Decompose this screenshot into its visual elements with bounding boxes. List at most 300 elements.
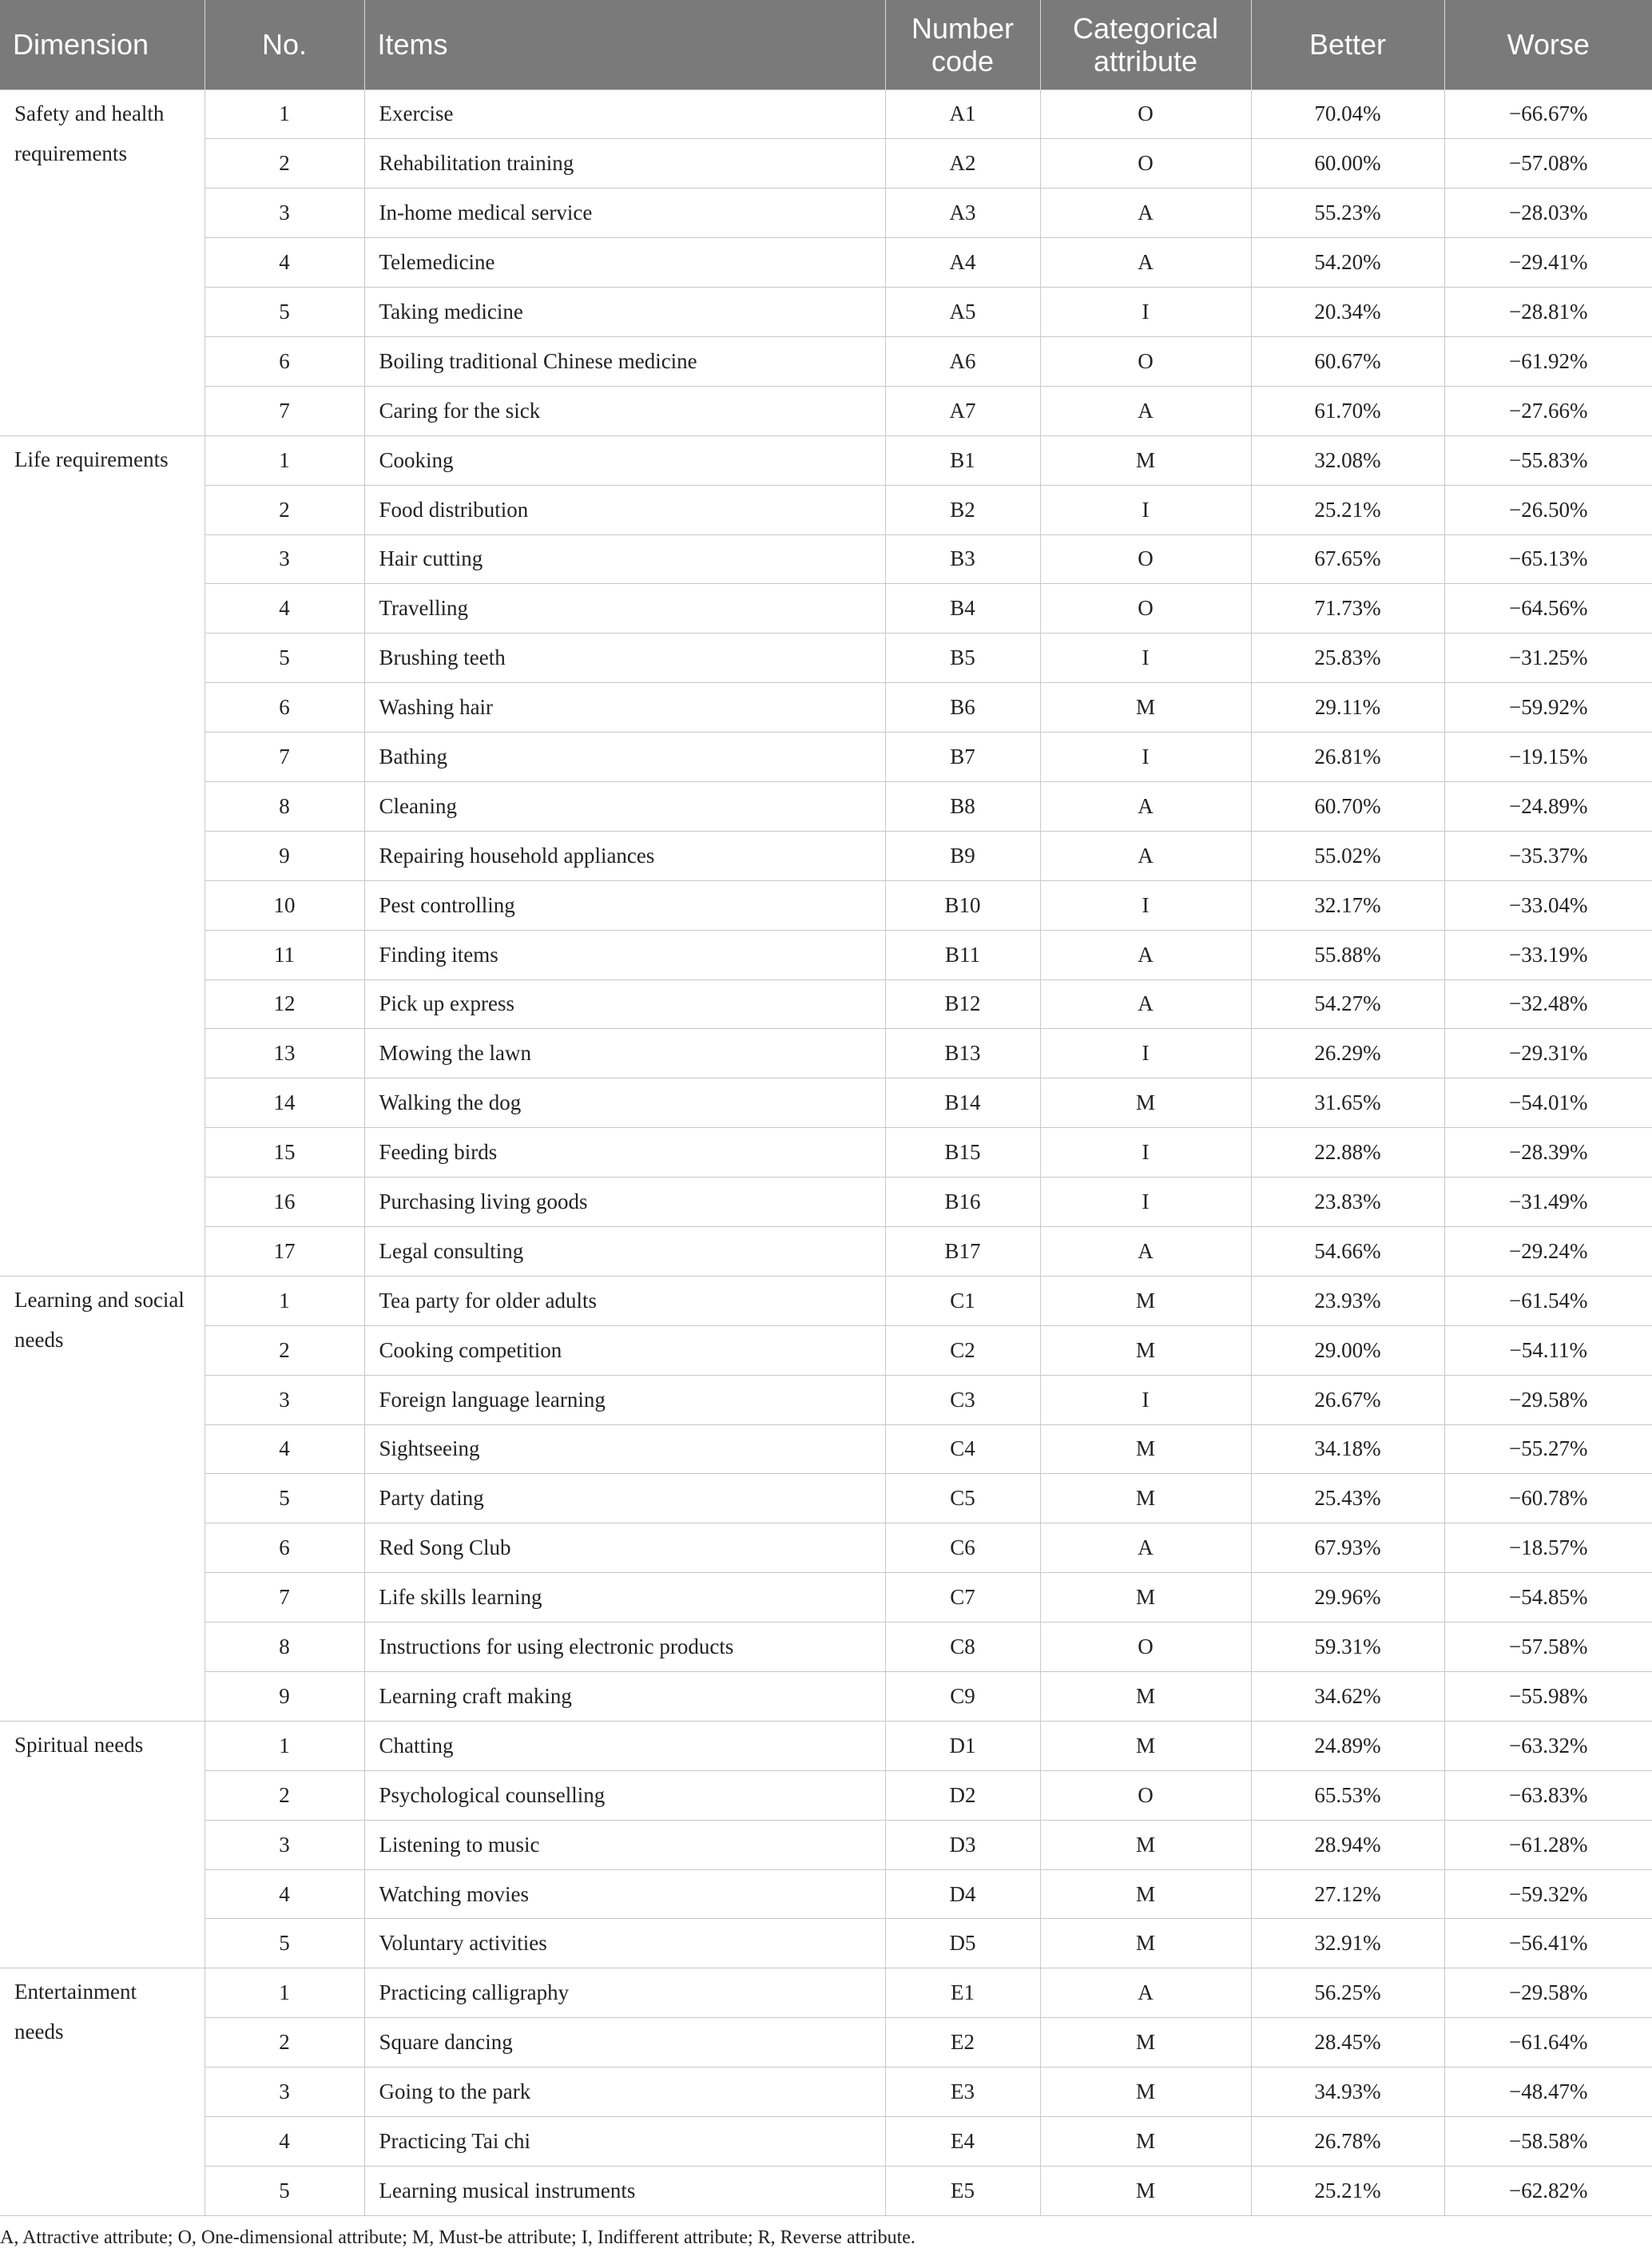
cell-item: Pick up express <box>364 979 885 1029</box>
cell-better: 25.43% <box>1251 1474 1444 1523</box>
cell-better: 61.70% <box>1251 386 1444 435</box>
cell-worse: −35.37% <box>1444 831 1652 880</box>
table-row <box>0 89 1652 139</box>
cell-no: 3 <box>205 2067 364 2117</box>
cell-worse: −28.81% <box>1444 288 1652 337</box>
cell-item: Cooking <box>364 435 885 485</box>
cell-categorical-attribute: A <box>1040 781 1251 831</box>
cell-no: 3 <box>205 534 364 584</box>
cell-number-code: B4 <box>885 584 1040 634</box>
cell-worse: −19.15% <box>1444 733 1652 782</box>
cell-item: Food distribution <box>364 485 885 534</box>
cell-categorical-attribute: O <box>1040 1770 1251 1820</box>
cell-categorical-attribute: I <box>1040 1178 1251 1227</box>
cell-better: 67.93% <box>1251 1523 1444 1573</box>
cell-number-code: B6 <box>885 683 1040 733</box>
cell-number-code: A5 <box>885 288 1040 337</box>
table-row <box>0 238 1652 288</box>
cell-no: 11 <box>205 930 364 979</box>
cell-item: Red Song Club <box>364 1523 885 1573</box>
cell-item: Listening to music <box>364 1820 885 1869</box>
cell-no: 2 <box>205 139 364 189</box>
cell-dimension: Learning and social needs <box>0 1276 205 1721</box>
header-categorical-attribute: Categorical attribute <box>1040 0 1251 89</box>
cell-item: Psychological counselling <box>364 1770 885 1820</box>
table-row <box>0 1919 1652 1968</box>
header-no: No. <box>205 0 364 89</box>
cell-worse: −56.41% <box>1444 1919 1652 1968</box>
cell-categorical-attribute: O <box>1040 89 1251 139</box>
cell-item: Feeding birds <box>364 1128 885 1178</box>
cell-number-code: E4 <box>885 2117 1040 2167</box>
header-row <box>0 0 1652 89</box>
table-row <box>0 534 1652 584</box>
cell-categorical-attribute: A <box>1040 386 1251 435</box>
cell-categorical-attribute: M <box>1040 1919 1251 1968</box>
cell-no: 1 <box>205 1276 364 1325</box>
cell-worse: −31.49% <box>1444 1178 1652 1227</box>
cell-better: 32.17% <box>1251 880 1444 930</box>
table-row <box>0 139 1652 189</box>
cell-worse: −65.13% <box>1444 534 1652 584</box>
cell-better: 54.27% <box>1251 979 1444 1029</box>
cell-worse: −27.66% <box>1444 386 1652 435</box>
cell-worse: −61.28% <box>1444 1820 1652 1869</box>
cell-better: 28.45% <box>1251 2018 1444 2067</box>
cell-worse: −28.39% <box>1444 1128 1652 1178</box>
cell-categorical-attribute: M <box>1040 2067 1251 2117</box>
table-row <box>0 1325 1652 1375</box>
header-number-code: Number code <box>885 0 1040 89</box>
table-row <box>0 2166 1652 2215</box>
cell-categorical-attribute: I <box>1040 880 1251 930</box>
cell-worse: −18.57% <box>1444 1523 1652 1573</box>
cell-item: Mowing the lawn <box>364 1029 885 1078</box>
cell-no: 4 <box>205 1869 364 1919</box>
cell-better: 56.25% <box>1251 1968 1444 2018</box>
cell-number-code: E1 <box>885 1968 1040 2018</box>
table-row <box>0 1226 1652 1276</box>
cell-categorical-attribute: I <box>1040 1029 1251 1078</box>
cell-no: 4 <box>205 584 364 634</box>
cell-item: Cooking competition <box>364 1325 885 1375</box>
table-body <box>0 89 1652 2215</box>
cell-categorical-attribute: M <box>1040 1078 1251 1128</box>
cell-better: 26.81% <box>1251 733 1444 782</box>
cell-item: Rehabilitation training <box>364 139 885 189</box>
cell-number-code: C1 <box>885 1276 1040 1325</box>
cell-item: Pest controlling <box>364 880 885 930</box>
cell-number-code: A2 <box>885 139 1040 189</box>
cell-item: Party dating <box>364 1474 885 1523</box>
header-dimension: Dimension <box>0 0 205 89</box>
cell-categorical-attribute: I <box>1040 485 1251 534</box>
table-row <box>0 1869 1652 1919</box>
cell-categorical-attribute: M <box>1040 1820 1251 1869</box>
cell-better: 54.66% <box>1251 1226 1444 1276</box>
cell-number-code: C6 <box>885 1523 1040 1573</box>
cell-categorical-attribute: I <box>1040 733 1251 782</box>
cell-categorical-attribute: A <box>1040 238 1251 288</box>
cell-item: Purchasing living goods <box>364 1178 885 1227</box>
cell-item: Tea party for older adults <box>364 1276 885 1325</box>
cell-worse: −29.58% <box>1444 1968 1652 2018</box>
cell-worse: −61.64% <box>1444 2018 1652 2067</box>
cell-categorical-attribute: M <box>1040 2117 1251 2167</box>
cell-item: Legal consulting <box>364 1226 885 1276</box>
cell-number-code: B3 <box>885 534 1040 584</box>
cell-worse: −66.67% <box>1444 89 1652 139</box>
cell-item: Boiling traditional Chinese medicine <box>364 336 885 386</box>
cell-number-code: B15 <box>885 1128 1040 1178</box>
cell-better: 22.88% <box>1251 1128 1444 1178</box>
cell-number-code: D1 <box>885 1721 1040 1770</box>
cell-no: 8 <box>205 781 364 831</box>
cell-worse: −33.19% <box>1444 930 1652 979</box>
cell-better: 70.04% <box>1251 89 1444 139</box>
table-row <box>0 1820 1652 1869</box>
table-row <box>0 979 1652 1029</box>
cell-no: 2 <box>205 2018 364 2067</box>
table-row <box>0 2018 1652 2067</box>
cell-categorical-attribute: A <box>1040 189 1251 238</box>
cell-better: 20.34% <box>1251 288 1444 337</box>
cell-number-code: C4 <box>885 1424 1040 1474</box>
cell-categorical-attribute: A <box>1040 1968 1251 2018</box>
cell-better: 34.93% <box>1251 2067 1444 2117</box>
table-header <box>0 0 1652 89</box>
cell-no: 16 <box>205 1178 364 1227</box>
cell-item: Learning craft making <box>364 1672 885 1722</box>
cell-number-code: B8 <box>885 781 1040 831</box>
cell-no: 2 <box>205 1770 364 1820</box>
table-row <box>0 1029 1652 1078</box>
cell-better: 23.93% <box>1251 1276 1444 1325</box>
cell-worse: −28.03% <box>1444 189 1652 238</box>
table-row <box>0 831 1652 880</box>
cell-item: Voluntary activities <box>364 1919 885 1968</box>
cell-number-code: A7 <box>885 386 1040 435</box>
cell-number-code: C5 <box>885 1474 1040 1523</box>
table-row <box>0 1968 1652 2018</box>
table-row <box>0 1523 1652 1573</box>
cell-no: 5 <box>205 288 364 337</box>
cell-no: 7 <box>205 733 364 782</box>
header-worse: Worse <box>1444 0 1652 89</box>
cell-number-code: A6 <box>885 336 1040 386</box>
cell-number-code: B12 <box>885 979 1040 1029</box>
table-row <box>0 386 1652 435</box>
cell-number-code: D5 <box>885 1919 1040 1968</box>
cell-worse: −54.01% <box>1444 1078 1652 1128</box>
cell-number-code: A3 <box>885 189 1040 238</box>
cell-categorical-attribute: M <box>1040 1869 1251 1919</box>
cell-no: 4 <box>205 238 364 288</box>
cell-better: 25.21% <box>1251 485 1444 534</box>
cell-no: 9 <box>205 1672 364 1722</box>
cell-item: Telemedicine <box>364 238 885 288</box>
cell-no: 1 <box>205 1968 364 2018</box>
cell-item: Hair cutting <box>364 534 885 584</box>
table-footnote: A, Attractive attribute; O, One-dimensional attribute; M, Must-be attribute; I, Indifferent attribute; R, Reverse attribute. <box>0 2227 915 2248</box>
cell-item: Exercise <box>364 89 885 139</box>
cell-worse: −60.78% <box>1444 1474 1652 1523</box>
cell-item: Instructions for using electronic products <box>364 1623 885 1672</box>
cell-categorical-attribute: M <box>1040 1672 1251 1722</box>
cell-number-code: B16 <box>885 1178 1040 1227</box>
cell-categorical-attribute: M <box>1040 1474 1251 1523</box>
header-better: Better <box>1251 0 1444 89</box>
cell-better: 31.65% <box>1251 1078 1444 1128</box>
cell-categorical-attribute: I <box>1040 1375 1251 1424</box>
cell-categorical-attribute: M <box>1040 1276 1251 1325</box>
cell-better: 60.67% <box>1251 336 1444 386</box>
cell-worse: −64.56% <box>1444 584 1652 634</box>
cell-no: 17 <box>205 1226 364 1276</box>
cell-no: 6 <box>205 1523 364 1573</box>
cell-categorical-attribute: O <box>1040 584 1251 634</box>
cell-better: 34.62% <box>1251 1672 1444 1722</box>
cell-number-code: C9 <box>885 1672 1040 1722</box>
cell-no: 6 <box>205 336 364 386</box>
cell-item: Caring for the sick <box>364 386 885 435</box>
cell-better: 32.08% <box>1251 435 1444 485</box>
table-row <box>0 1078 1652 1128</box>
cell-better: 65.53% <box>1251 1770 1444 1820</box>
cell-item: Travelling <box>364 584 885 634</box>
cell-better: 26.29% <box>1251 1029 1444 1078</box>
cell-no: 4 <box>205 1424 364 1474</box>
cell-worse: −59.32% <box>1444 1869 1652 1919</box>
cell-worse: −26.50% <box>1444 485 1652 534</box>
cell-item: Finding items <box>364 930 885 979</box>
cell-worse: −55.98% <box>1444 1672 1652 1722</box>
cell-categorical-attribute: I <box>1040 288 1251 337</box>
cell-worse: −59.92% <box>1444 683 1652 733</box>
cell-number-code: D3 <box>885 1820 1040 1869</box>
table-row <box>0 880 1652 930</box>
table-row <box>0 1474 1652 1523</box>
cell-categorical-attribute: A <box>1040 930 1251 979</box>
cell-item: Repairing household appliances <box>364 831 885 880</box>
cell-better: 29.00% <box>1251 1325 1444 1375</box>
table-row <box>0 1375 1652 1424</box>
table-row <box>0 781 1652 831</box>
table-row <box>0 584 1652 634</box>
cell-no: 2 <box>205 485 364 534</box>
cell-worse: −32.48% <box>1444 979 1652 1029</box>
cell-no: 3 <box>205 1375 364 1424</box>
cell-worse: −61.54% <box>1444 1276 1652 1325</box>
cell-worse: −29.41% <box>1444 238 1652 288</box>
cell-no: 15 <box>205 1128 364 1178</box>
cell-no: 3 <box>205 1820 364 1869</box>
cell-item: Practicing calligraphy <box>364 1968 885 2018</box>
cell-number-code: D4 <box>885 1869 1040 1919</box>
cell-no: 5 <box>205 1919 364 1968</box>
table-row <box>0 288 1652 337</box>
cell-better: 24.89% <box>1251 1721 1444 1770</box>
cell-worse: −61.92% <box>1444 336 1652 386</box>
cell-better: 54.20% <box>1251 238 1444 288</box>
table-row <box>0 1178 1652 1227</box>
cell-no: 10 <box>205 880 364 930</box>
cell-categorical-attribute: M <box>1040 2166 1251 2215</box>
cell-no: 1 <box>205 1721 364 1770</box>
cell-better: 67.65% <box>1251 534 1444 584</box>
cell-worse: −58.58% <box>1444 2117 1652 2167</box>
table-row <box>0 733 1652 782</box>
cell-categorical-attribute: O <box>1040 1623 1251 1672</box>
table-row <box>0 1424 1652 1474</box>
cell-better: 60.70% <box>1251 781 1444 831</box>
cell-better: 32.91% <box>1251 1919 1444 1968</box>
cell-categorical-attribute: M <box>1040 435 1251 485</box>
cell-worse: −63.83% <box>1444 1770 1652 1820</box>
cell-item: Sightseeing <box>364 1424 885 1474</box>
table-row <box>0 930 1652 979</box>
table-row <box>0 2117 1652 2167</box>
cell-worse: −55.83% <box>1444 435 1652 485</box>
cell-worse: −29.24% <box>1444 1226 1652 1276</box>
cell-number-code: B7 <box>885 733 1040 782</box>
cell-worse: −54.85% <box>1444 1573 1652 1623</box>
cell-better: 26.67% <box>1251 1375 1444 1424</box>
cell-categorical-attribute: M <box>1040 2018 1251 2067</box>
cell-categorical-attribute: M <box>1040 1424 1251 1474</box>
table-row <box>0 1623 1652 1672</box>
table-row <box>0 2067 1652 2117</box>
cell-number-code: A1 <box>885 89 1040 139</box>
cell-item: Foreign language learning <box>364 1375 885 1424</box>
cell-worse: −54.11% <box>1444 1325 1652 1375</box>
cell-better: 27.12% <box>1251 1869 1444 1919</box>
cell-no: 7 <box>205 1573 364 1623</box>
cell-no: 13 <box>205 1029 364 1078</box>
cell-number-code: A4 <box>885 238 1040 288</box>
cell-number-code: E3 <box>885 2067 1040 2117</box>
cell-item: Practicing Tai chi <box>364 2117 885 2167</box>
cell-worse: −55.27% <box>1444 1424 1652 1474</box>
cell-number-code: B5 <box>885 634 1040 683</box>
cell-categorical-attribute: I <box>1040 634 1251 683</box>
table-row <box>0 634 1652 683</box>
cell-categorical-attribute: M <box>1040 1325 1251 1375</box>
table-row <box>0 435 1652 485</box>
cell-categorical-attribute: A <box>1040 1226 1251 1276</box>
cell-worse: −57.08% <box>1444 139 1652 189</box>
cell-better: 25.83% <box>1251 634 1444 683</box>
cell-number-code: D2 <box>885 1770 1040 1820</box>
cell-better: 55.23% <box>1251 189 1444 238</box>
table-row <box>0 189 1652 238</box>
cell-better: 71.73% <box>1251 584 1444 634</box>
cell-better: 29.11% <box>1251 683 1444 733</box>
table-row <box>0 683 1652 733</box>
table-row <box>0 1721 1652 1770</box>
cell-better: 23.83% <box>1251 1178 1444 1227</box>
cell-no: 7 <box>205 386 364 435</box>
cell-better: 26.78% <box>1251 2117 1444 2167</box>
cell-no: 5 <box>205 2166 364 2215</box>
cell-item: Life skills learning <box>364 1573 885 1623</box>
cell-dimension: Spiritual needs <box>0 1721 205 1968</box>
cell-categorical-attribute: M <box>1040 683 1251 733</box>
header-items: Items <box>364 0 885 89</box>
cell-item: Brushing teeth <box>364 634 885 683</box>
cell-no: 4 <box>205 2117 364 2167</box>
table-row <box>0 1672 1652 1722</box>
cell-item: Cleaning <box>364 781 885 831</box>
cell-dimension: Safety and health requirements <box>0 89 205 435</box>
cell-number-code: B13 <box>885 1029 1040 1078</box>
cell-no: 6 <box>205 683 364 733</box>
table-row <box>0 485 1652 534</box>
table-row <box>0 1128 1652 1178</box>
cell-item: Taking medicine <box>364 288 885 337</box>
cell-no: 1 <box>205 435 364 485</box>
cell-better: 29.96% <box>1251 1573 1444 1623</box>
cell-item: Going to the park <box>364 2067 885 2117</box>
cell-worse: −33.04% <box>1444 880 1652 930</box>
cell-worse: −63.32% <box>1444 1721 1652 1770</box>
table-row <box>0 1770 1652 1820</box>
cell-worse: −29.58% <box>1444 1375 1652 1424</box>
cell-number-code: B17 <box>885 1226 1040 1276</box>
cell-better: 28.94% <box>1251 1820 1444 1869</box>
cell-no: 3 <box>205 189 364 238</box>
table-row <box>0 1573 1652 1623</box>
cell-categorical-attribute: O <box>1040 534 1251 584</box>
cell-dimension: Life requirements <box>0 435 205 1276</box>
cell-categorical-attribute: O <box>1040 336 1251 386</box>
cell-number-code: B9 <box>885 831 1040 880</box>
cell-number-code: B14 <box>885 1078 1040 1128</box>
cell-categorical-attribute: M <box>1040 1573 1251 1623</box>
table-row <box>0 1276 1652 1325</box>
cell-better: 55.02% <box>1251 831 1444 880</box>
cell-categorical-attribute: I <box>1040 1128 1251 1178</box>
cell-no: 5 <box>205 634 364 683</box>
cell-worse: −57.58% <box>1444 1623 1652 1672</box>
cell-categorical-attribute: A <box>1040 979 1251 1029</box>
cell-number-code: C8 <box>885 1623 1040 1672</box>
cell-item: Chatting <box>364 1721 885 1770</box>
table-row <box>0 336 1652 386</box>
cell-no: 8 <box>205 1623 364 1672</box>
cell-better: 60.00% <box>1251 139 1444 189</box>
cell-item: Washing hair <box>364 683 885 733</box>
cell-number-code: B2 <box>885 485 1040 534</box>
cell-better: 25.21% <box>1251 2166 1444 2215</box>
cell-no: 1 <box>205 89 364 139</box>
cell-dimension: Entertainment needs <box>0 1968 205 2215</box>
cell-categorical-attribute: O <box>1040 139 1251 189</box>
cell-categorical-attribute: A <box>1040 1523 1251 1573</box>
cell-number-code: C3 <box>885 1375 1040 1424</box>
cell-no: 12 <box>205 979 364 1029</box>
cell-better: 59.31% <box>1251 1623 1444 1672</box>
cell-better: 34.18% <box>1251 1424 1444 1474</box>
cell-worse: −29.31% <box>1444 1029 1652 1078</box>
cell-better: 55.88% <box>1251 930 1444 979</box>
cell-no: 2 <box>205 1325 364 1375</box>
cell-categorical-attribute: M <box>1040 1721 1251 1770</box>
cell-number-code: B11 <box>885 930 1040 979</box>
cell-number-code: B10 <box>885 880 1040 930</box>
cell-number-code: C2 <box>885 1325 1040 1375</box>
cell-worse: −48.47% <box>1444 2067 1652 2117</box>
